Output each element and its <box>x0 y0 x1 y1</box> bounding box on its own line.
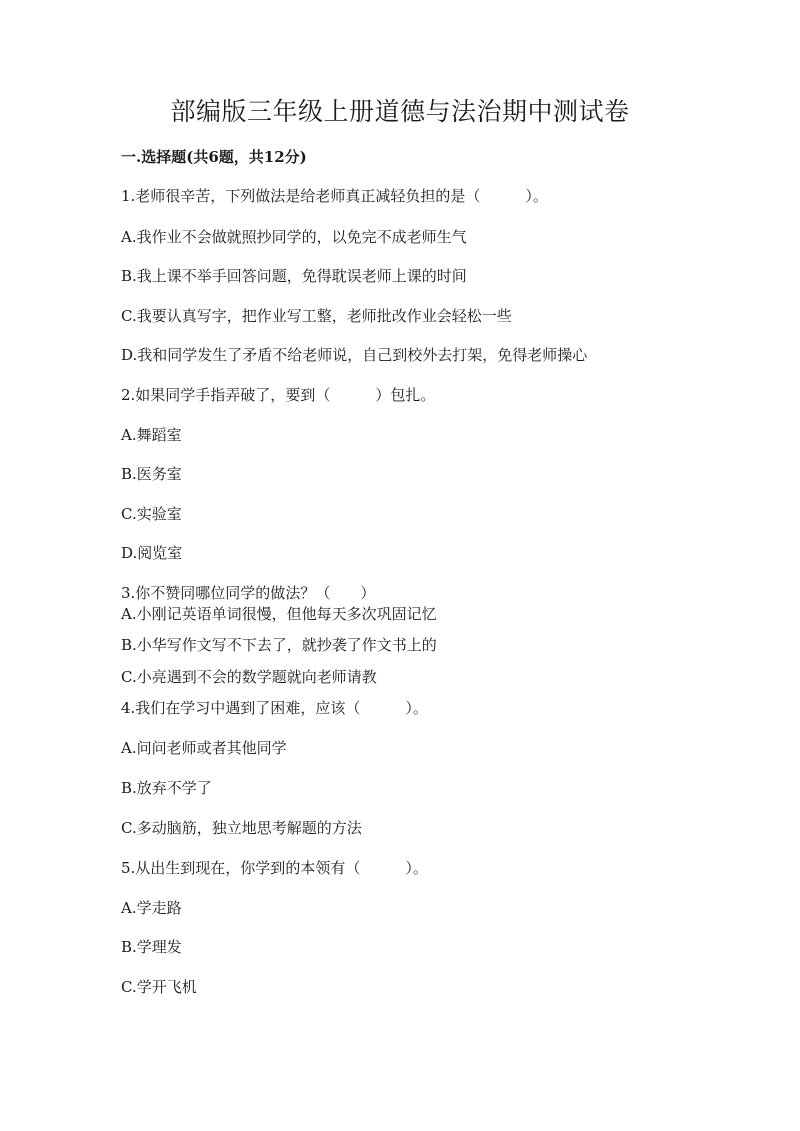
question-4-option-c: C.多动脑筋，独立地思考解题的方法 <box>121 819 362 837</box>
page-title: 部编版三年级上册道德与法治期中测试卷 <box>170 97 630 126</box>
question-3-option-a: A.小刚记英语单词很慢，但他每天多次巩固记忆 <box>121 605 437 623</box>
question-5-option-b: B.学理发 <box>121 938 182 956</box>
question-3-stem: 3.你不赞同哪位同学的做法？（ ） <box>121 584 376 602</box>
question-4-option-a: A.问问老师或者其他同学 <box>121 739 287 757</box>
question-3-option-c: C.小亮遇到不会的数学题就向老师请教 <box>121 668 377 686</box>
question-1-option-b: B.我上课不举手回答问题，免得耽误老师上课的时间 <box>121 267 467 285</box>
question-2-stem: 2.如果同学手指弄破了，要到（ ）包扎。 <box>121 386 436 404</box>
question-5-stem: 5.从出生到现在，你学到的本领有（ ）。 <box>121 859 428 877</box>
question-2-option-b: B.医务室 <box>121 465 182 483</box>
question-3-option-b: B.小华写作文写不下去了，就抄袭了作文书上的 <box>121 636 437 654</box>
question-4-option-b: B.放弃不学了 <box>121 779 212 797</box>
question-4-stem: 4.我们在学习中遇到了困难，应该（ ）。 <box>121 699 428 717</box>
question-5-option-c: C.学开飞机 <box>121 978 197 996</box>
question-2-option-c: C.实验室 <box>121 505 182 523</box>
question-1-stem: 1.老师很辛苦，下列做法是给老师真正减轻负担的是（ ）。 <box>121 187 548 205</box>
question-1-option-a: A.我作业不会做就照抄同学的，以免完不成老师生气 <box>121 228 467 246</box>
question-5-option-a: A.学走路 <box>121 899 182 917</box>
section-heading: 一.选择题(共6题，共12分) <box>121 148 307 166</box>
question-2-option-a: A.舞蹈室 <box>121 426 182 444</box>
question-1-option-c: C.我要认真写字，把作业写工整，老师批改作业会轻松一些 <box>121 307 512 325</box>
question-1-option-d: D.我和同学发生了矛盾不给老师说，自己到校外去打架，免得老师操心 <box>121 346 588 364</box>
question-2-option-d: D.阅览室 <box>121 544 183 562</box>
